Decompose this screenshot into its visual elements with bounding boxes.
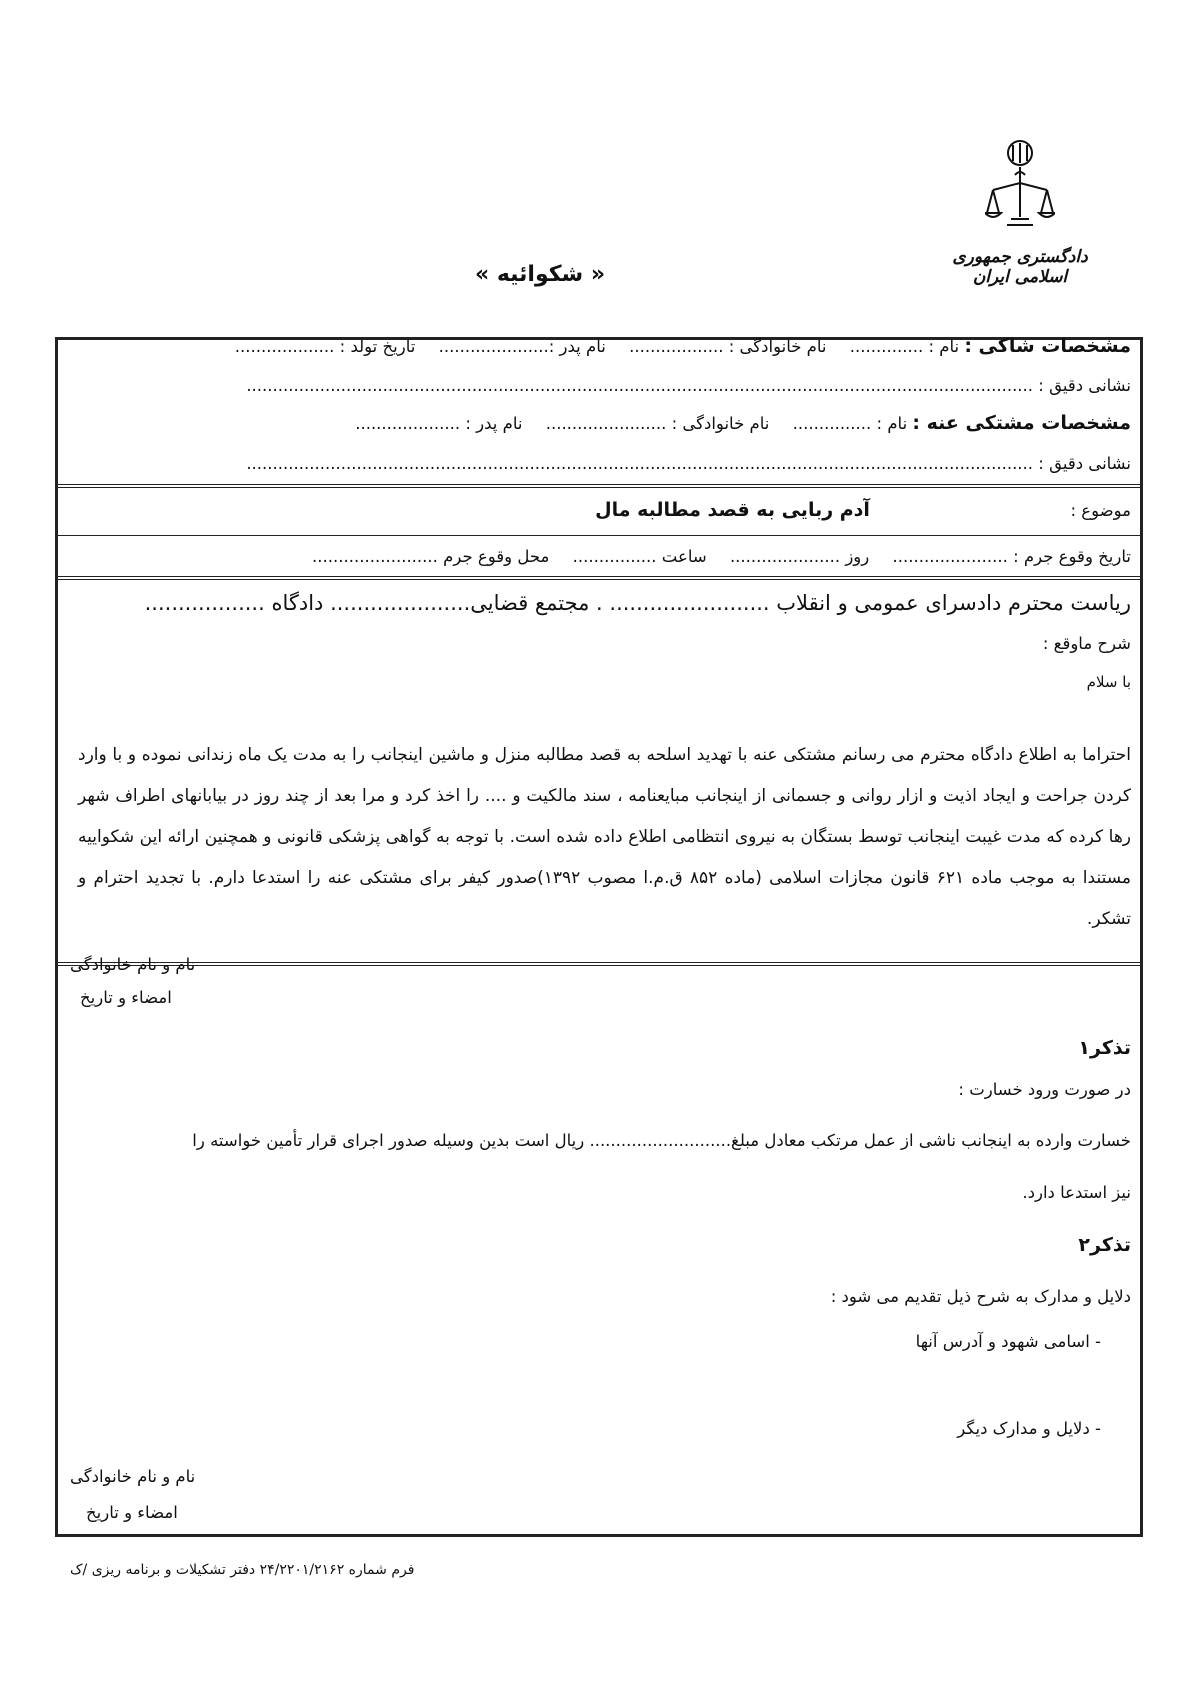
complainant-heading: مشخصات شاکی : <box>964 335 1131 357</box>
crime-time-field[interactable]: ساعت ................ <box>572 547 707 566</box>
note2-heading: تذکر۲ <box>1078 1234 1131 1256</box>
note1-heading: تذکر۱ <box>1078 1037 1131 1059</box>
description-text: احتراما به اطلاع دادگاه محترم می رسانم مشتکی عنه با تهدید اسلحه به قصد مطالبه منزل و ماشین اینجانب را به مدت یک ماه زندانی نموده و با وارد کردن جراحت و ایجاد اذیت و ازار روانی و جسمانی از اینجانب مبایعنامه ، سند مالکیت و .... را اخذ کرد و مرا بعد از چند روز در بیابانهای اطراف شهر رها کرده که مدت غیبت اینجانب توسط بستگان به نیروی انتظامی اطلاع داده شده است. با توجه به گواهی پزشکی قانونی و همچنین ارائه این شکواییه مستندا به موجب ماده ۶۲۱ قانون مجازات اسلامی (ماده ۸۵۲ ق.م.ا مصوب ۱۳۹۲)صدور کیفر برای مشتکی عنه را استدعا دارم. با تجدید احترام و تشکر. <box>78 745 1131 929</box>
complainant-birth-field[interactable]: تاریخ تولد : ................... <box>234 337 416 356</box>
addressee-line: ریاست محترم دادسرای عمومی و انقلاب ........................ . مجتمع قضایی..................... دادگاه .................. <box>144 591 1131 615</box>
complainant-name-field[interactable]: نام : .............. <box>849 337 960 356</box>
document-title: « شکوائیه » <box>474 262 606 287</box>
complainant-father-field[interactable]: نام پدر :..................... <box>438 337 606 356</box>
signature2-name-label: نام و نام خانوادگی <box>70 1467 196 1486</box>
subject-value: آدم ربایی به قصد مطالبه مال <box>595 499 870 521</box>
complainant-address-field[interactable]: نشانی دقیق : ...................................................................................................................................................... <box>246 376 1131 395</box>
defendant-family-field[interactable]: نام خانوادگی : ....................... <box>545 414 770 433</box>
defendant-name-field[interactable]: نام : ............... <box>792 414 908 433</box>
crime-details-row <box>68 545 1131 569</box>
crime-day-field[interactable]: روز ..................... <box>729 547 870 566</box>
note1-line1: در صورت ورود خسارت : <box>958 1080 1131 1099</box>
crime-place-field[interactable]: محل وقوع جرم ........................ <box>312 547 550 566</box>
defendant-address-field[interactable]: نشانی دقیق : ...................................................................................................................................................... <box>246 454 1131 473</box>
signature-sign-label: امضاء و تاریخ <box>80 988 172 1007</box>
defendant-father-field[interactable]: نام پدر : .................... <box>355 414 523 433</box>
complainant-family-field[interactable]: نام خانوادگی : .................. <box>629 337 827 356</box>
signature-name-label: نام و نام خانوادگی <box>70 955 196 974</box>
note2-item-evidence: - دلایل و مدارک دیگر <box>957 1419 1101 1438</box>
section-divider <box>55 962 1143 966</box>
note1-line2: خسارت وارده به اینجانب ناشی از عمل مرتکب معادل مبلغ........................... ریال است بدین وسیله صدور اجرای قرار تأمین خواسته را <box>192 1131 1131 1150</box>
note1-line3: نیز استدعا دارد. <box>1022 1183 1131 1202</box>
crime-date-field[interactable]: تاریخ وقوع جرم : ...................... <box>892 547 1131 566</box>
defendant-heading: مشخصات مشتکی عنه : <box>912 412 1131 434</box>
emblem-caption: دادگستری جمهوری اسلامی ایران <box>952 247 1088 287</box>
description-body <box>78 735 1131 940</box>
section-divider <box>55 576 1143 580</box>
form-number-footer: فرم شماره ۲۴/۲۲۰۱/۲۱۶۲ دفتر تشکیلات و برنامه ریزی /ک <box>70 1562 415 1578</box>
defendant-row <box>68 411 1131 436</box>
judiciary-emblem <box>925 135 1115 295</box>
subject-label: موضوع : <box>1070 501 1131 520</box>
note2-item-witnesses: - اسامی شهود و آدرس آنها <box>915 1332 1101 1351</box>
scales-of-justice-icon <box>985 135 1055 245</box>
section-divider <box>55 535 1143 536</box>
signature2-sign-label: امضاء و تاریخ <box>86 1503 178 1522</box>
subject-row <box>68 498 1131 523</box>
greeting: با سلام <box>1086 673 1131 691</box>
description-label: شرح ماوقع : <box>1042 634 1131 653</box>
section-divider <box>55 484 1143 488</box>
note2-line1: دلایل و مدارک به شرح ذیل تقدیم می شود : <box>830 1287 1131 1306</box>
complainant-row <box>68 334 1131 359</box>
